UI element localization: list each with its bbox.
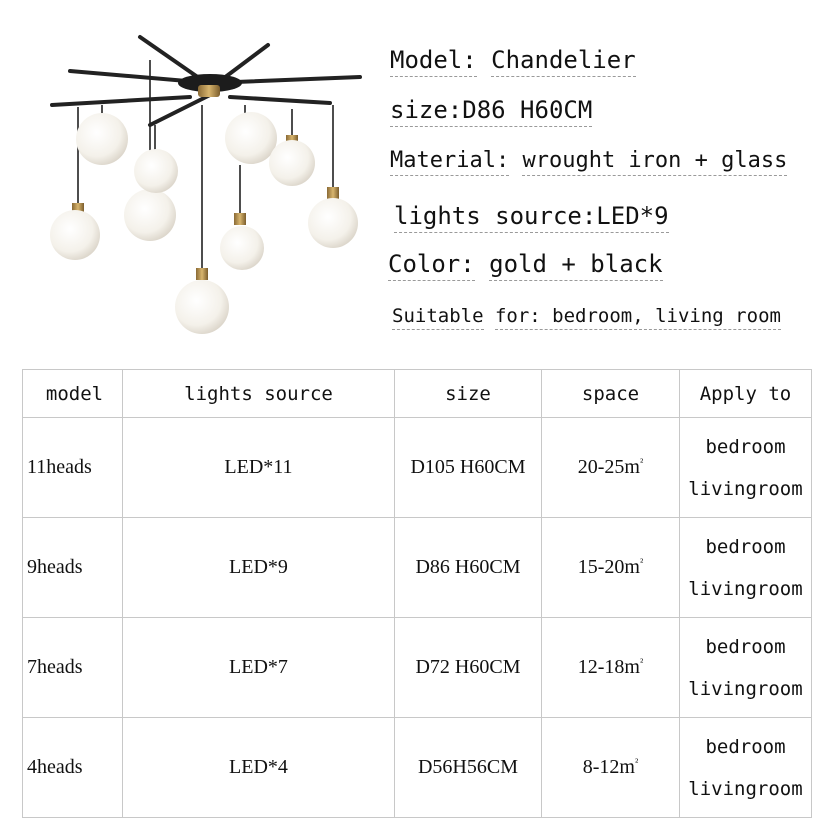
cell-space [542, 718, 680, 818]
cell-model: 9heads [23, 518, 123, 618]
spec-suitable [392, 305, 781, 330]
apply-livingroom: livingroom [688, 477, 803, 500]
cell-size: D56H56CM [395, 718, 542, 818]
table-row [23, 718, 812, 818]
cell-model: 4heads [23, 718, 123, 818]
spec-suitable-value: for: bedroom, living room [495, 305, 781, 330]
header-lights-source: lights source [123, 370, 395, 418]
space-unit-sup: ² [639, 556, 644, 569]
cell-space [542, 618, 680, 718]
space-unit-sup: ² [639, 656, 644, 669]
spec-lights [394, 202, 669, 233]
apply-bedroom: bedroom [705, 635, 786, 658]
apply-livingroom: livingroom [688, 677, 803, 700]
space-unit-sup: ² [634, 756, 639, 769]
cell-lights: LED*4 [123, 718, 395, 818]
apply-livingroom: livingroom [688, 577, 803, 600]
cell-space [542, 418, 680, 518]
table-row [23, 618, 812, 718]
spec-color [388, 250, 663, 281]
table-row [23, 518, 812, 618]
apply-bedroom: bedroom [705, 735, 786, 758]
header-size: size [395, 370, 542, 418]
header-model: model [23, 370, 123, 418]
space-unit-sup: ² [639, 456, 644, 469]
spec-size [390, 96, 592, 127]
spec-color-value: gold + black [489, 250, 662, 281]
header-apply-to: Apply to [680, 370, 812, 418]
cell-size: D105 H60CM [395, 418, 542, 518]
table-header-row [23, 370, 812, 418]
cell-apply [680, 718, 812, 818]
space-value: 15-20m [577, 556, 640, 578]
cell-space [542, 518, 680, 618]
spec-model-value: Chandelier [491, 46, 636, 77]
space-value: 8-12m [582, 756, 635, 778]
chandelier-product-image [40, 25, 380, 340]
cell-apply [680, 418, 812, 518]
space-value: 20-25m [577, 456, 640, 478]
cell-model: 11heads [23, 418, 123, 518]
cell-lights: LED*7 [123, 618, 395, 718]
cell-lights: LED*11 [123, 418, 395, 518]
table-row [23, 418, 812, 518]
cell-lights: LED*9 [123, 518, 395, 618]
spec-material-label: Material: [390, 148, 509, 176]
cell-apply [680, 618, 812, 718]
cell-size: D86 H60CM [395, 518, 542, 618]
spec-size-text: size:D86 H60CM [390, 96, 592, 127]
spec-material [390, 148, 787, 176]
spec-lights-text: lights source:LED*9 [394, 202, 669, 233]
cell-apply [680, 518, 812, 618]
spec-color-label: Color: [388, 250, 475, 281]
header-space: space [542, 370, 680, 418]
apply-bedroom: bedroom [705, 435, 786, 458]
spec-model [390, 46, 636, 77]
space-value: 12-18m [577, 656, 640, 678]
cell-size: D72 H60CM [395, 618, 542, 718]
cell-model: 7heads [23, 618, 123, 718]
spec-model-label: Model: [390, 46, 477, 77]
apply-livingroom: livingroom [688, 777, 803, 800]
apply-bedroom: bedroom [705, 535, 786, 558]
spec-material-value: wrought iron + glass [522, 148, 787, 176]
model-spec-table [22, 369, 812, 818]
spec-suitable-label: Suitable [392, 305, 484, 330]
